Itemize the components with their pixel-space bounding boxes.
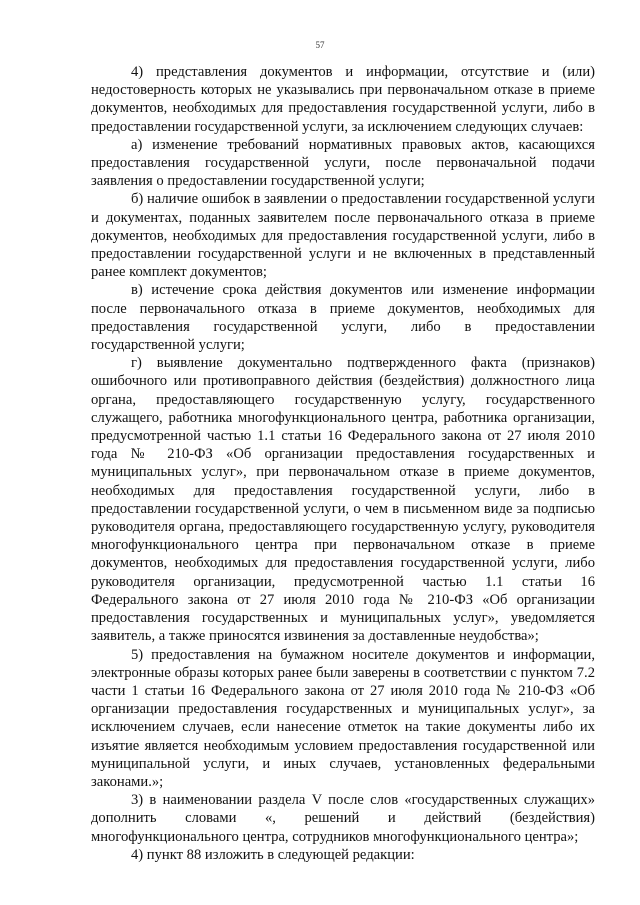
paragraph-subitem-v: в) истечение срока действия документов или изменение информации после первоначального отказа в приеме документов, необходимых для предоставления государственной услуги, либо в предоставлении государственной услуги; — [91, 282, 595, 354]
paragraph-subitem-a: а) изменение требований нормативных правовых актов, касающихся предоставления государственной услуги, после первоначальной подачи заявления о предоставлении государственной услуги; — [91, 136, 595, 190]
paragraph-item-4: 4) представления документов и информации, отсутствие и (или) недостоверность которых не указывались при первоначальном отказе в приеме документов, необходимых для предоставления государственной услуги, либо в предоставлении государственной услуги, за исключением следующих случаев: — [91, 64, 595, 135]
paragraph-subitem-b: б) наличие ошибок в заявлении о предоставлении государственной услуги и документах, поданных заявителем после первоначального отказа в приеме документов, необходимых для предоставления государственной услуги, либо в предоставлении государственной услуги и не включенных в представленный ранее комплект документов; — [91, 191, 595, 281]
page-number: 57 — [315, 40, 325, 50]
paragraph-amendment-4: 4) пункт 88 изложить в следующей редакции: — [131, 846, 415, 863]
document-body — [91, 63, 595, 864]
paragraph-subitem-g: г) выявление документально подтвержденного факта (признаков) ошибочного или противоправного действия (бездействия) должностного лица органа, предоставляющего государственную услугу, государственного служащего, работника многофункционального центра, работника организации, предусмотренной частью 1.1 статьи 16 Федерального закона от 27 июля 2010 года № 210-ФЗ «Об организации предоставления государственных и муниципальных услуг», при первоначальном отказе в приеме документов, необходимых для предоставления государственной услуги, либо в предоставлении государственной услуги, о чем в письменном виде за подписью руководителя органа, предоставляющего государственную услугу, руководителя многофункционального центра при первоначальном отказе в приеме документов, необходимых для предоставления государственной услуги, либо руководителя организации, предусмотренной частью 1.1 статьи 16 Федерального закона от 27 июля 2010 года № 210-ФЗ «Об организации предоставления государственных и муниципальных услуг», уведомляется заявитель, а также приносятся извинения за доставленные неудобства»; — [91, 355, 595, 645]
paragraph-amendment-3: 3) в наименовании раздела V после слов «государственных служащих» дополнить словами «, решений и действий (бездействия) многофункционального центра, сотрудников многофункционального центра»; — [91, 792, 595, 845]
paragraph-item-5: 5) предоставления на бумажном носителе документов и информации, электронные образы которых ранее были заверены в соответствии с пунктом 7.2 части 1 статьи 16 Федерального закона от 27 июля 2010 года № 210-ФЗ «Об организации предоставления государственных и муниципальных услуг», за исключением случаев, если нанесение отметок на такие документы либо их изъятие является необходимым условием предоставления государственной или муниципальной услуги, и иных случаев, установленных федеральными законами.»; — [91, 646, 595, 790]
